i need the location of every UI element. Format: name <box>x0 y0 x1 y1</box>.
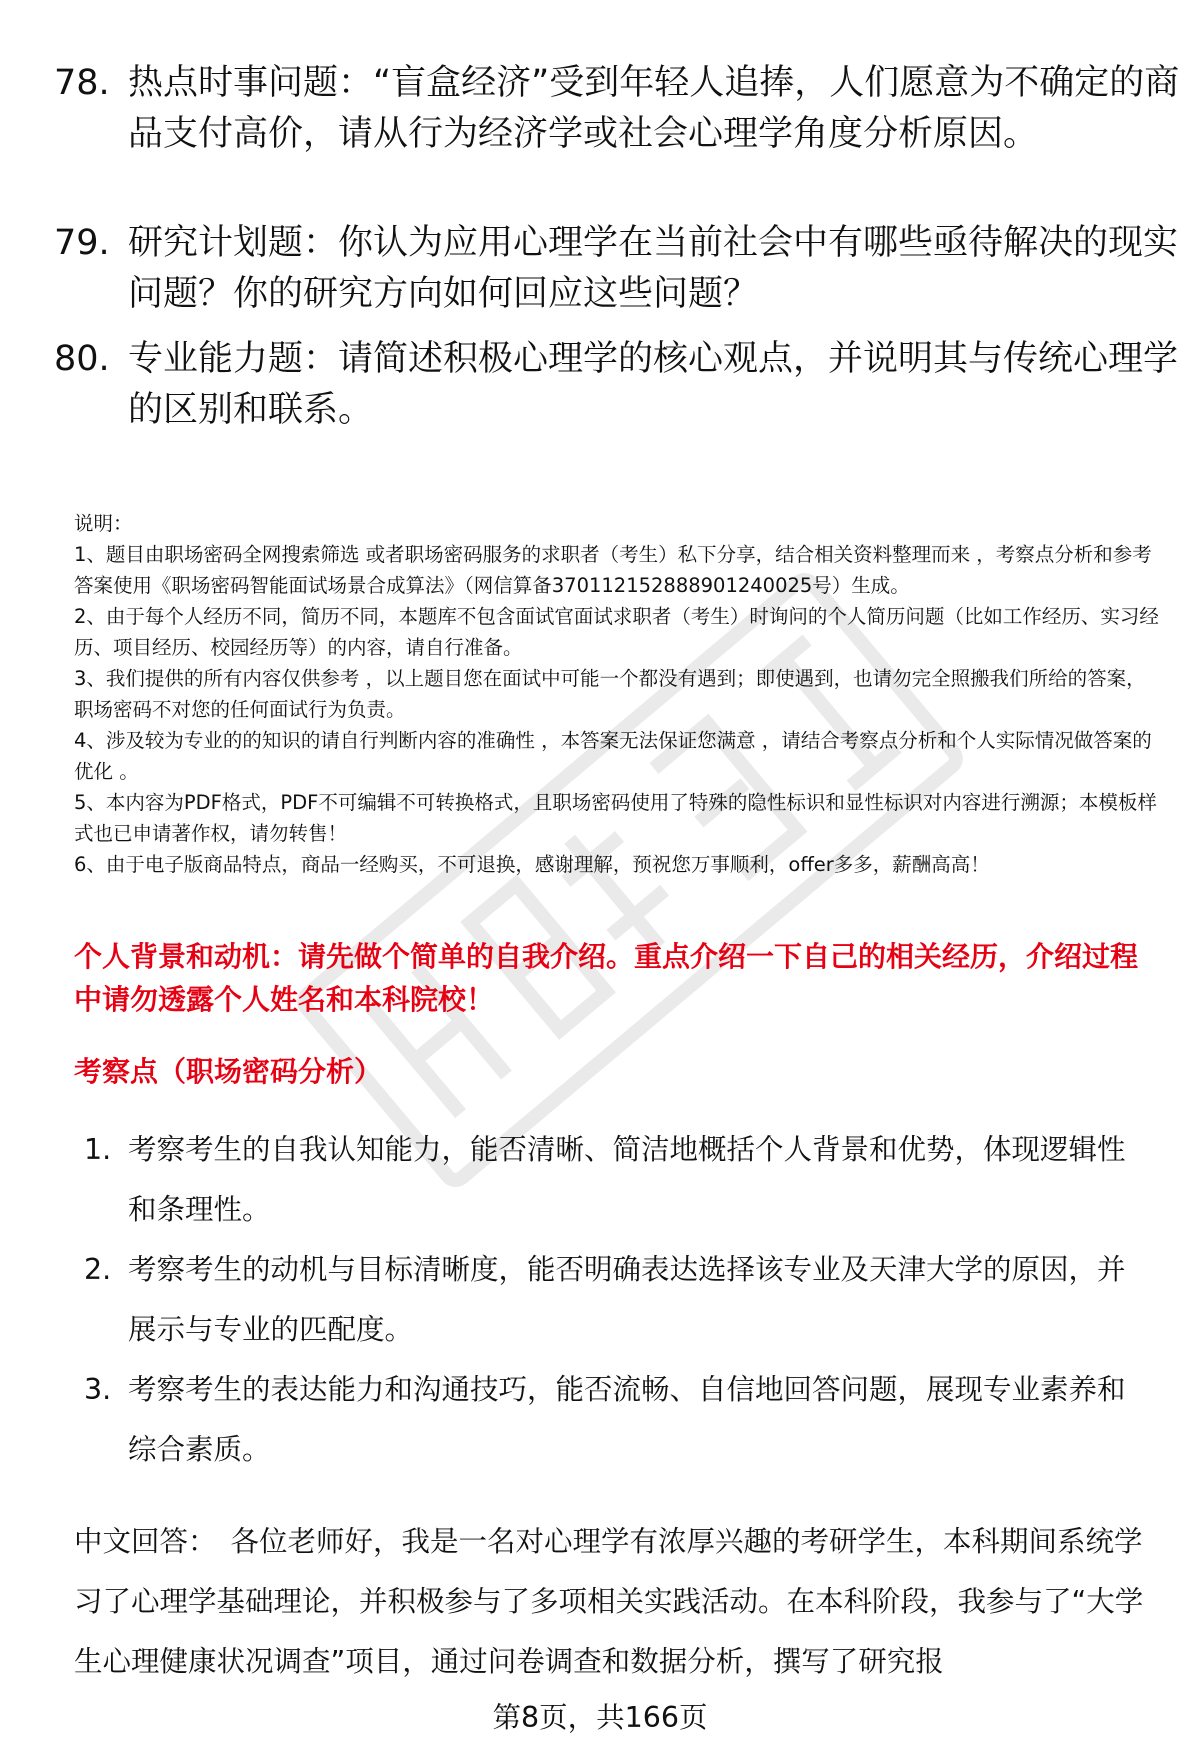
notes-title: 说明： <box>74 512 133 535</box>
answer-text: 各位老师好，我是一名对心理学有浓厚兴趣的考研学生，本科期间系统学习了心理学基础理论，并积极参与了多项相关实践活动。在本科阶段，我参与了“大学生心理健康状况调查”项目，通过问卷调查和数据分析，撰写了研究报 <box>74 1525 1144 1678</box>
point-text: 考察考生的表达能力和沟通技巧，能否流畅、自信地回答问题，展现专业素养和综合素质。 <box>128 1373 1126 1466</box>
question-text: 研究计划题：你认为应用心理学在当前社会中有哪些亟待解决的现实问题？你的研究方向如何回应这些问题？ <box>128 223 1179 314</box>
point-number: 2. <box>84 1253 112 1286</box>
question-number: 80. <box>54 339 110 379</box>
note-item: 5、本内容为PDF格式，PDF不可编辑不可转换格式，且职场密码使用了特殊的隐性标识和显性标识对内容进行溯源；本模板样式也已申请著作权，请勿转售！ <box>74 791 1157 845</box>
disclaimer-notes <box>74 508 1164 880</box>
note-item: 3、我们提供的所有内容仅供参考 ，以上题目您在面试中可能一个都没有遇到；即使遇到，也请勿完全照搬我们所给的答案，职场密码不对您的任何面试行为负责。 <box>74 667 1146 721</box>
question-text: 热点时事问题：“盲盒经济”受到年轻人追捧，人们愿意为不确定的商品支付高价，请从行为经济学或社会心理学角度分析原因。 <box>128 63 1180 154</box>
section-subheading: 考察点（职场密码分析） <box>74 1055 383 1088</box>
point-text: 考察考生的动机与目标清晰度，能否明确表达选择该专业及天津大学的原因，并展示与专业的匹配度。 <box>128 1253 1126 1346</box>
note-item: 4、涉及较为专业的的知识的请自行判断内容的准确性 ，本答案无法保证您满意 ，请结合考察点分析和个人实际情况做答案的优化 。 <box>74 729 1152 783</box>
answer-label: 中文回答： <box>74 1525 217 1558</box>
note-item: 6、由于电子版商品特点，商品一经购买，不可退换，感谢理解，预祝您万事顺利，offer多多，薪酬高高！ <box>74 853 990 876</box>
question-number: 78. <box>54 63 110 103</box>
point-number: 1. <box>84 1133 112 1166</box>
point-text: 考察考生的自我认知能力，能否清晰、简洁地概括个人背景和优势，体现逻辑性和条理性。 <box>128 1133 1126 1226</box>
answer-paragraph <box>74 1512 1164 1692</box>
note-item: 2、由于每个人经历不同，简历不同，本题库不包含面试官面试求职者（考生）时询问的个人简历问题（比如工作经历、实习经历、项目经历、校园经历等）的内容，请自行准备。 <box>74 605 1159 659</box>
page-number: 第8页，共166页 <box>492 1701 708 1734</box>
question-number: 79. <box>54 223 110 263</box>
assessment-points <box>84 1120 1164 1480</box>
list-item <box>84 1120 1164 1240</box>
list-item <box>84 1360 1164 1480</box>
section-heading: 个人背景和动机：请先做个简单的自我介绍。重点介绍一下自己的相关经历，介绍过程中请勿透露个人姓名和本科院校！ <box>74 940 1139 1016</box>
point-number: 3. <box>84 1373 112 1406</box>
question-text: 专业能力题：请简述积极心理学的核心观点，并说明其与传统心理学的区别和联系。 <box>128 339 1179 430</box>
list-item <box>84 1240 1164 1360</box>
note-item: 1、题目由职场密码全网搜索筛选 或者职场密码服务的求职者（考生）私下分享，结合相关资料整理而来 ，考察点分析和参考答案使用《职场密码智能面试场景合成算法》（网信算备370112152888901240025号）生成。 <box>74 543 1152 597</box>
